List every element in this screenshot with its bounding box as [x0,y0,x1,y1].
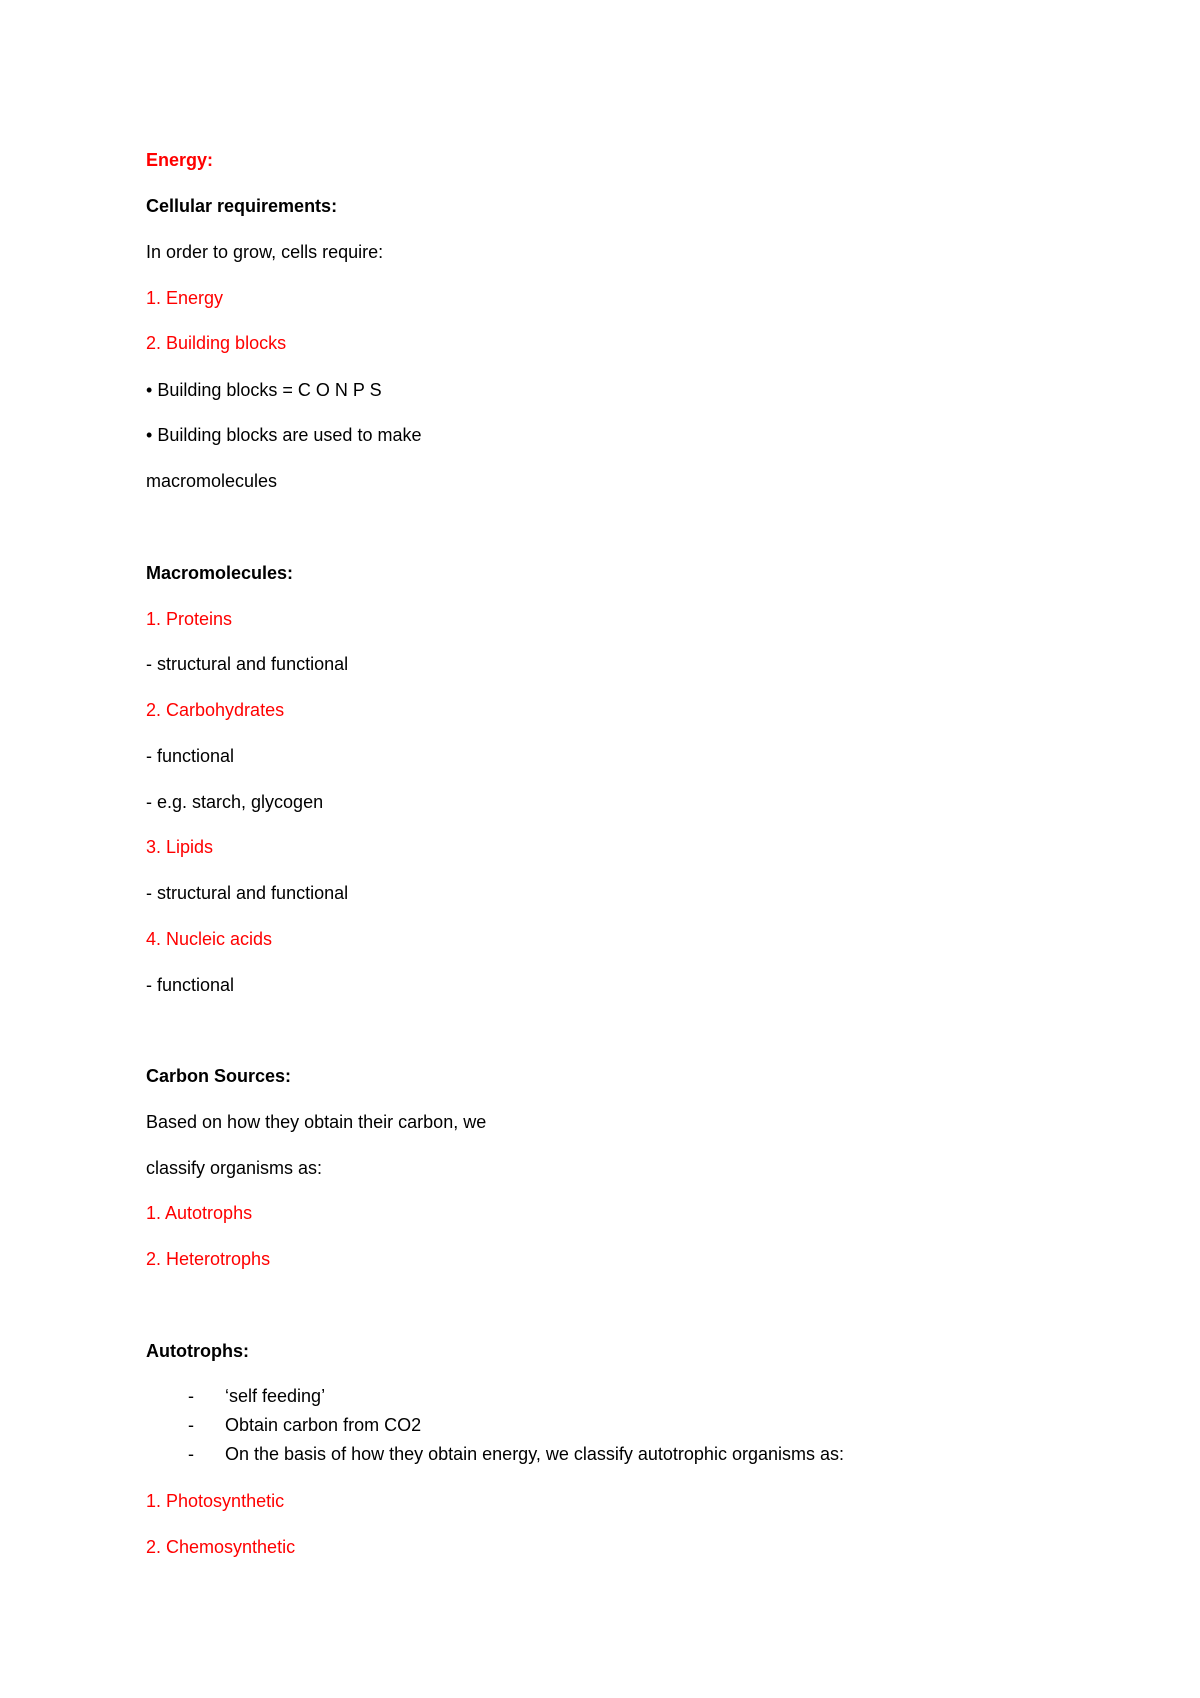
energy-bullet-1 [146,379,382,401]
carbon-item-1: 1. Autotrophs [146,1203,253,1223]
bullet-text: Building blocks are used to make [157,425,422,445]
macro-carbohydrates-desc-1: - functional [146,746,235,766]
carbon-item-2: 2. Heterotrophs [146,1249,271,1269]
macro-nucleic: 4. Nucleic acids [146,929,273,949]
macro-lipids: 3. Lipids [146,837,214,857]
macro-proteins-desc: - structural and functional [146,654,349,674]
macro-carbohydrates-desc-2: - e.g. starch, glycogen [146,792,324,812]
energy-intro: In order to grow, cells require: [146,242,384,262]
macro-lipids-desc: - structural and functional [146,883,349,903]
carbon-line-2: classify organisms as: [146,1158,323,1178]
autotrophs-item-1: 1. Photosynthetic [146,1491,285,1511]
dash-icon: - [188,1386,194,1406]
autotrophs-heading: Autotrophs: [146,1341,249,1361]
point-text: ‘self feeding’ [225,1386,326,1406]
energy-item-1: 1. Energy [146,288,224,308]
macromolecules-heading: Macromolecules: [146,563,294,583]
point-text: On the basis of how they obtain energy, we classify autotrophic organisms as: [225,1444,844,1464]
bullet-text: Building blocks = C O N P S [157,380,382,400]
macro-proteins: 1. Proteins [146,609,233,629]
energy-continuation: macromolecules [146,471,278,491]
cellular-requirements-heading: Cellular requirements: [146,196,338,216]
carbon-line-1: Based on how they obtain their carbon, we [146,1112,487,1132]
point-text: Obtain carbon from CO2 [225,1415,422,1435]
dash-icon: - [188,1415,194,1435]
energy-heading: Energy: [146,150,214,170]
bullet-icon: • [146,380,153,400]
macro-nucleic-desc: - functional [146,975,235,995]
autotrophs-item-2: 2. Chemosynthetic [146,1537,296,1557]
energy-bullet-2 [146,424,421,446]
carbon-sources-heading: Carbon Sources: [146,1066,292,1086]
macro-carbohydrates: 2. Carbohydrates [146,700,285,720]
dash-icon: - [188,1444,194,1464]
bullet-icon: • [146,425,153,445]
energy-item-2: 2. Building blocks [146,333,287,353]
